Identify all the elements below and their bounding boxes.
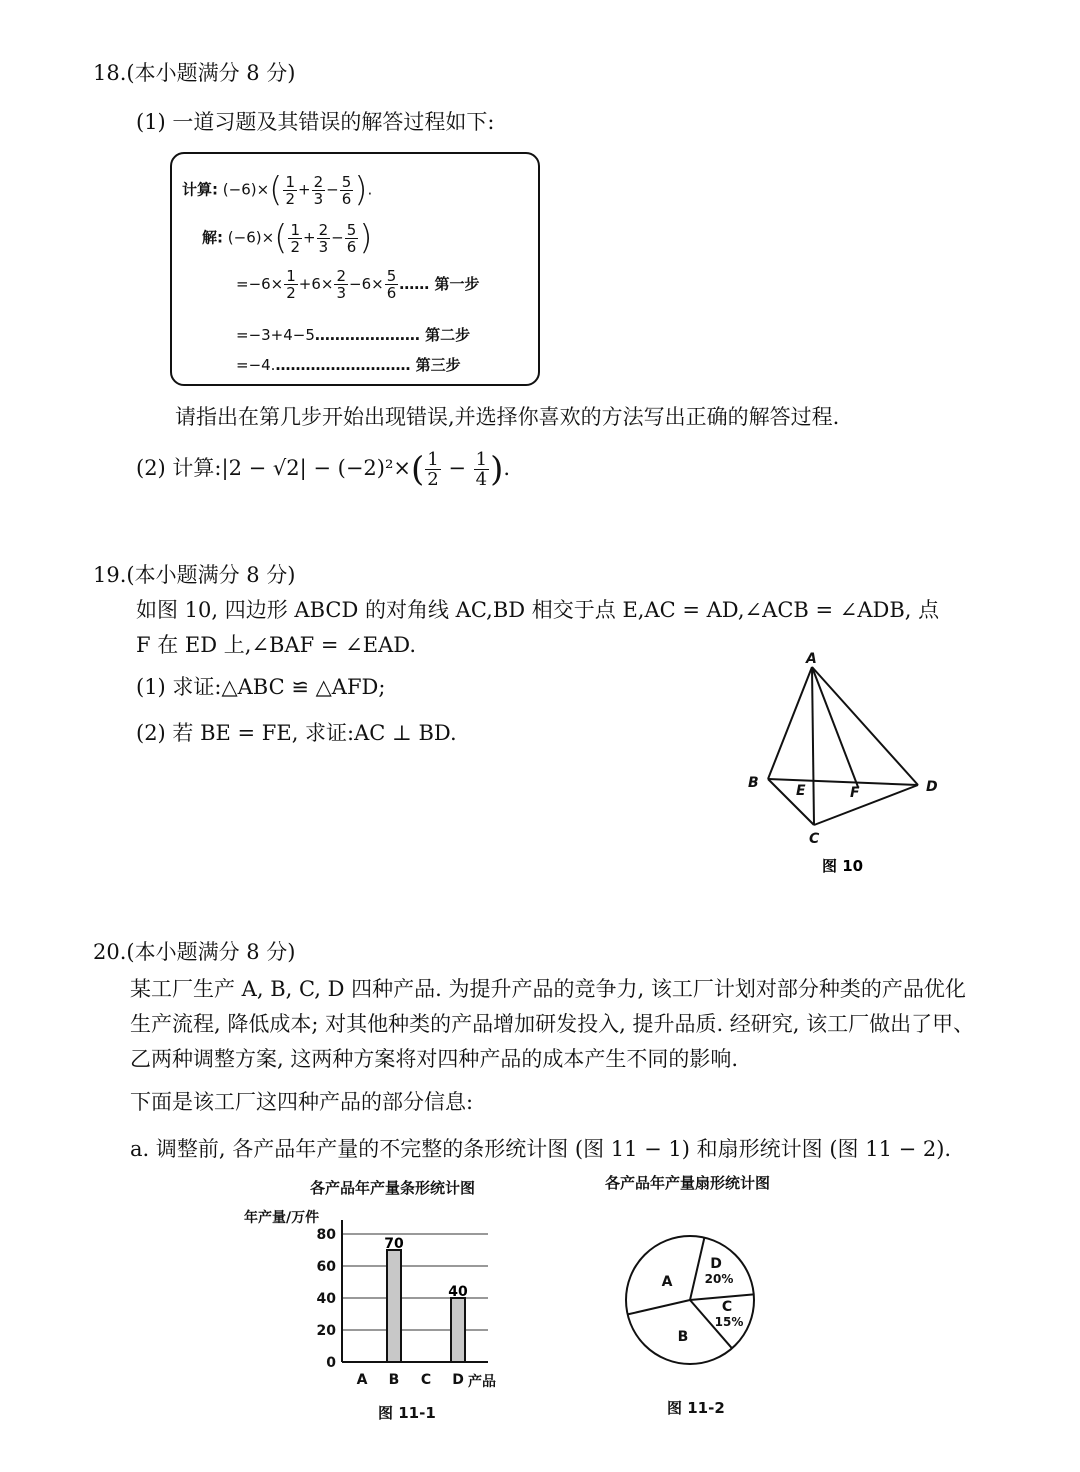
q18-part2-prefix: (2) 计算:|2 − √2| − (−2)²× xyxy=(136,456,411,480)
pie-label-C: C xyxy=(721,1299,733,1315)
frac-num: 1 xyxy=(286,267,296,285)
box-sol-label: 解: xyxy=(202,228,223,247)
q19-stem-line2: F 在 ED 上,∠BAF = ∠EAD. xyxy=(136,633,417,657)
frac-den: 2 xyxy=(286,284,296,302)
bar-ylabel: 年产量/万件 xyxy=(244,1210,320,1226)
segment-BD xyxy=(768,779,918,785)
frac-num: 1 xyxy=(427,449,439,470)
pie-slice-boundary xyxy=(690,1238,704,1300)
q19-part1: (1) 求证:△ABC ≌ △AFD; xyxy=(136,675,386,699)
bar-category-label: C xyxy=(420,1372,432,1388)
bar-category-label: D xyxy=(452,1372,464,1388)
box-prefix: (−6)× xyxy=(222,180,270,199)
bar-category-label: A xyxy=(356,1372,368,1388)
step2-expr: =−3+4−5 xyxy=(236,326,315,344)
q19-part2: (2) 若 BE = FE, 求证:AC ⊥ BD. xyxy=(136,721,457,745)
q19-header: 19.(本小题满分 8 分) xyxy=(93,563,296,587)
q18-instruction: 请指出在第几步开始出现错误,并选择你喜欢的方法写出正确的解答过程. xyxy=(175,405,840,429)
bar-ytick-label: 80 xyxy=(316,1227,336,1243)
pie-slice-boundary xyxy=(628,1300,690,1314)
segment-AF xyxy=(812,667,858,787)
q18-header: 18.(本小题满分 8 分) xyxy=(93,61,296,85)
box-prefix: (−6)× xyxy=(227,228,275,247)
box-step2 xyxy=(236,324,470,345)
box-solution-line: 解: (−6)×( $\frac{1}{2}$ + $\frac{2}{3}$ − $\frac{5}{6}$ ) xyxy=(202,218,373,258)
frac-den: 3 xyxy=(336,284,347,302)
label-E: E xyxy=(796,783,806,799)
segment-AC xyxy=(812,667,814,825)
segment-BC xyxy=(768,779,814,825)
bar-ytick-label: 40 xyxy=(316,1291,336,1307)
step1-expr-c: −6× xyxy=(349,275,384,293)
step3-expr: =−4. xyxy=(236,356,276,374)
frac-num: 2 xyxy=(313,172,324,191)
pie-label-D: D xyxy=(710,1256,722,1272)
frac-num: 5 xyxy=(341,172,352,191)
bar-B xyxy=(387,1250,401,1362)
figure-10 xyxy=(730,645,960,875)
segment-AB xyxy=(768,667,812,779)
frac-num: 1 xyxy=(475,449,488,470)
bar-ytick-label: 0 xyxy=(326,1355,336,1371)
box-calc-label: 计算: xyxy=(182,180,218,199)
frac-den: 2 xyxy=(285,189,295,208)
pie-chart-caption: 图 11-2 xyxy=(667,1399,725,1417)
q18-part2: (2) 计算:|2 − √2| − (−2)²×( $\frac{1}{2}$ − $\frac{1}{4}$ ). xyxy=(136,449,511,490)
pie-label-A: A xyxy=(661,1274,673,1290)
segment-CD xyxy=(814,785,918,825)
bar-chart-caption: 图 11-1 xyxy=(378,1404,436,1422)
label-D: D xyxy=(926,779,938,795)
pie-chart-title: 各产品年产量扇形统计图 xyxy=(605,1174,771,1192)
label-A: A xyxy=(806,651,817,667)
pie-chart xyxy=(615,1225,765,1375)
bar-D xyxy=(451,1298,465,1362)
q20-para3: a. 调整前, 各产品年产量的不完整的条形统计图 (图 11 − 1) 和扇形统计图 (图 11 − 2). xyxy=(130,1137,952,1161)
step1-expr-b: +6× xyxy=(298,275,334,293)
pie-label-B: B xyxy=(677,1329,689,1345)
frac-num: 5 xyxy=(386,267,397,285)
frac-den: 4 xyxy=(475,469,488,490)
q20-header: 20.(本小题满分 8 分) xyxy=(93,940,296,964)
frac-den: 6 xyxy=(341,189,352,208)
q20-para2: 下面是该工厂这四种产品的部分信息: xyxy=(130,1090,474,1114)
segment-AD xyxy=(812,667,918,785)
frac-num: 1 xyxy=(290,220,300,239)
frac-den: 6 xyxy=(346,237,357,256)
frac-den: 3 xyxy=(313,189,324,208)
bar-value-label: 40 xyxy=(448,1284,468,1300)
pie-percent-D: 20% xyxy=(704,1272,734,1286)
step1-label: …… 第一步 xyxy=(399,275,480,293)
step3-label: ……………………… 第三步 xyxy=(275,356,461,374)
frac-num: 5 xyxy=(346,220,357,239)
q18-part1-intro: (1) 一道习题及其错误的解答过程如下: xyxy=(136,110,495,134)
q20-para1: 某工厂生产 A, B, C, D 四种产品. 为提升产品的竞争力, 该工厂计划对部分种类的产品优化生产流程, 降低成本; 对其他种类的产品增加研发投入, 提升品质. 经研究, 该工厂做出了甲、乙两种调整方案, 这两种方案将对四种产品的成本产生不同的影响. xyxy=(130,977,975,1071)
bar-xlabel: 产品 xyxy=(468,1374,496,1390)
frac-den: 2 xyxy=(427,469,439,490)
step1-expr-a: =−6× xyxy=(236,275,284,293)
frac-den: 2 xyxy=(290,237,300,256)
bar-ytick-label: 60 xyxy=(316,1259,336,1275)
frac-num: 1 xyxy=(285,172,295,191)
q19-stem-line1: 如图 10, 四边形 ABCD 的对角线 AC,BD 相交于点 E,AC = AD,∠ACB = ∠ADB, 点 xyxy=(136,598,940,622)
figure-10-caption: 图 10 xyxy=(822,857,864,875)
bar-chart xyxy=(230,1200,530,1395)
box-step1 xyxy=(236,268,480,301)
box-step3 xyxy=(236,354,461,375)
step2-label: ………………… 第二步 xyxy=(314,326,471,344)
pie-percent-C: 15% xyxy=(714,1315,744,1329)
label-C: C xyxy=(809,831,820,847)
frac-num: 2 xyxy=(318,220,329,239)
label-F: F xyxy=(850,785,860,801)
frac-num: 2 xyxy=(336,267,347,285)
bar-category-label: B xyxy=(388,1372,400,1388)
bar-ytick-label: 20 xyxy=(316,1323,336,1339)
bar-chart-title: 各产品年产量条形统计图 xyxy=(310,1179,476,1197)
frac-den: 6 xyxy=(386,284,397,302)
box-calc-line: 计算: (−6)×( $\frac{1}{2}$ + $\frac{2}{3}$ − $\frac{5}{6}$ ). xyxy=(182,170,373,210)
label-B: B xyxy=(748,775,759,791)
q18-solution-box xyxy=(170,152,540,386)
bar-value-label: 70 xyxy=(384,1236,404,1252)
frac-den: 3 xyxy=(318,237,329,256)
